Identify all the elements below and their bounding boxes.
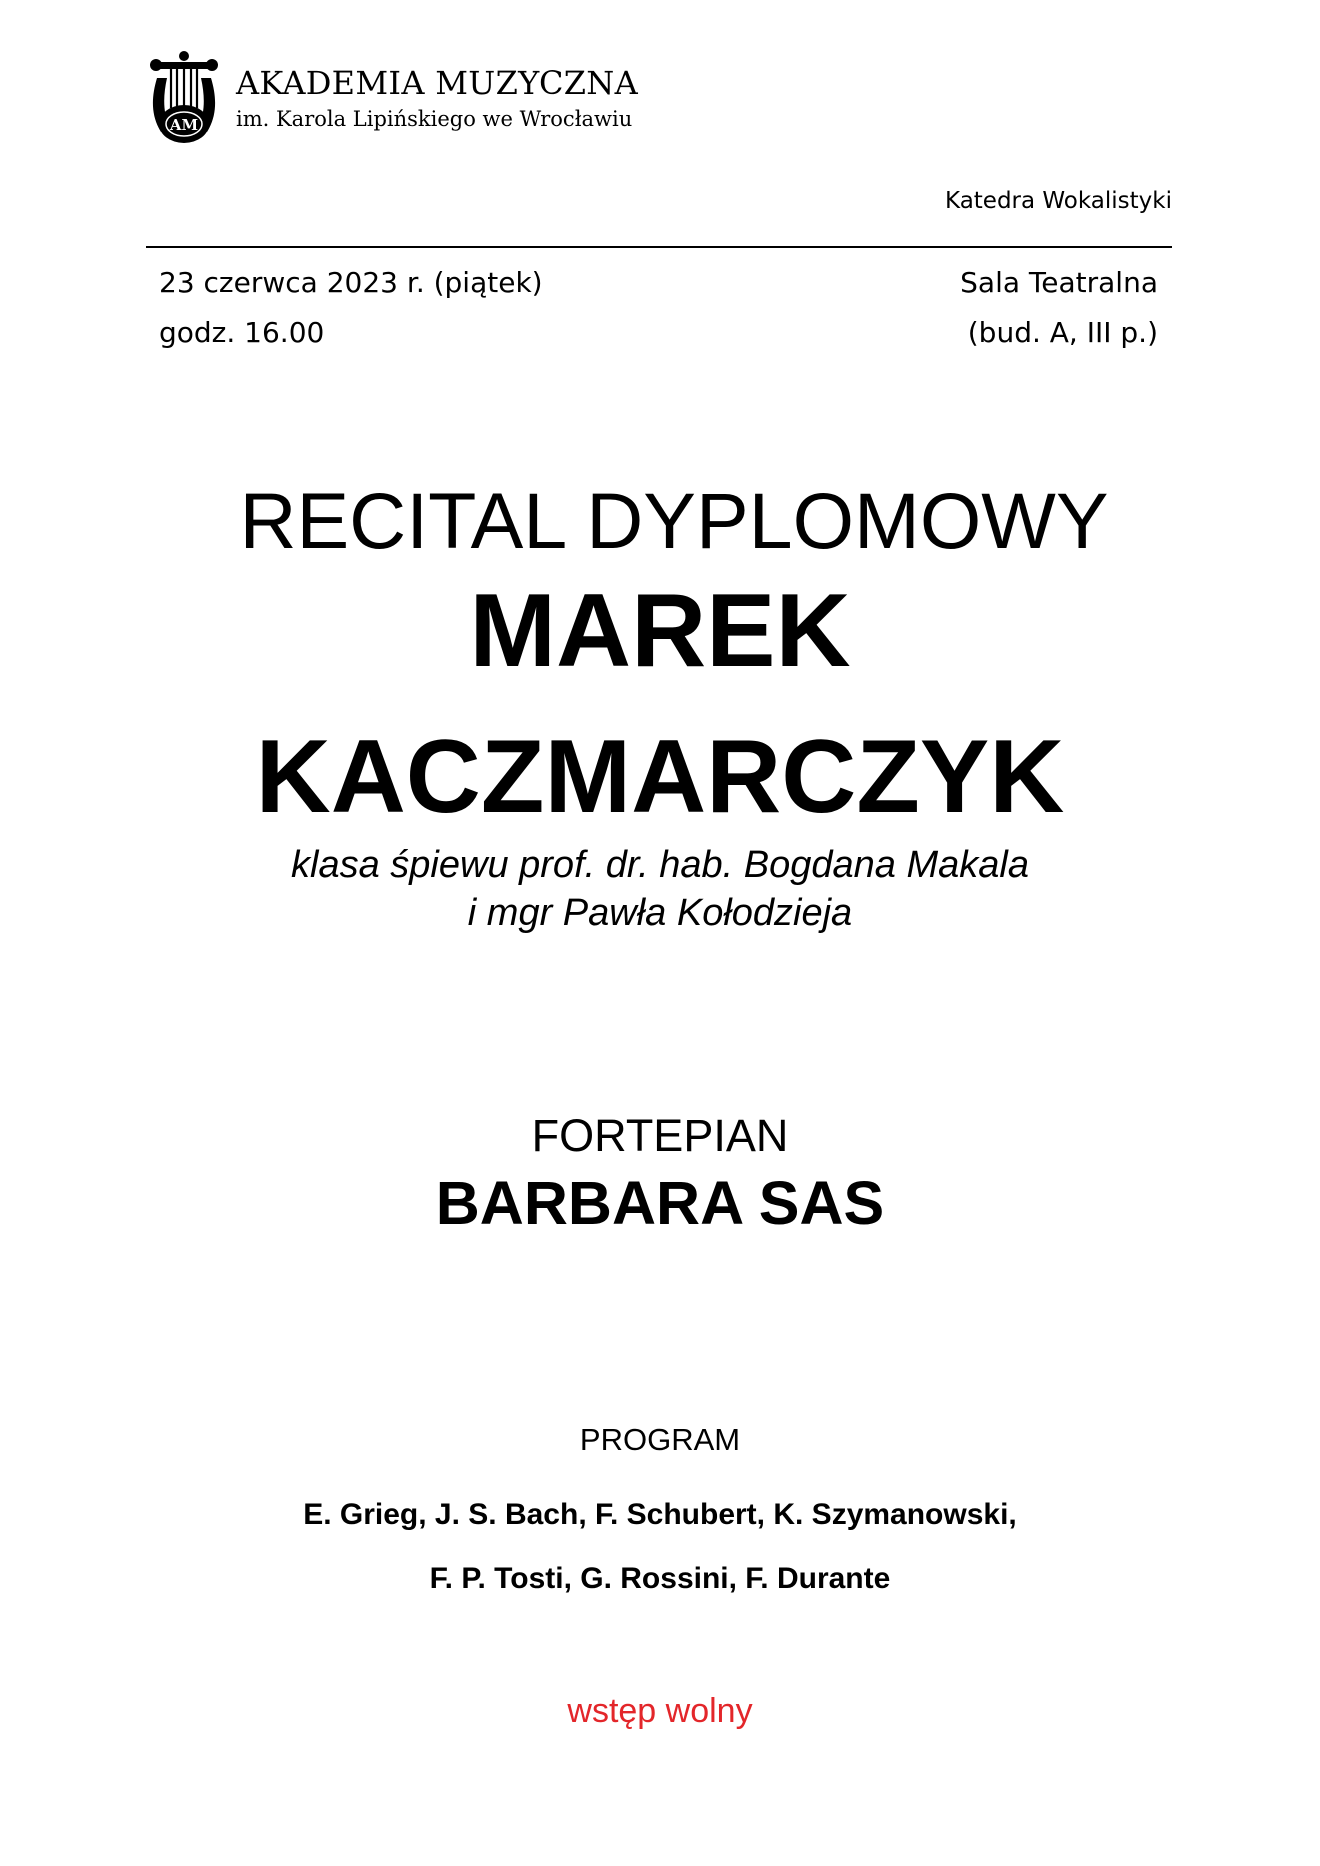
- logo-monogram: AM: [169, 116, 199, 134]
- admission-note: wstęp wolny: [567, 1692, 753, 1730]
- performer-last-name: KACZMARCZYK: [255, 719, 1065, 835]
- department-name: Katedra Wokalistyki: [945, 188, 1172, 214]
- org-subtitle: im. Karola Lipińskiego we Wrocławiu: [236, 107, 633, 131]
- event-building: (bud. A, III p.): [967, 316, 1158, 349]
- lyre-logo-icon: [147, 48, 221, 148]
- program-heading: PROGRAM: [579, 1422, 741, 1457]
- event-date: 23 czerwca 2023 r. (piątek): [159, 266, 543, 299]
- performer-first-name: MAREK: [469, 573, 851, 689]
- accompanist-name: BARBARA SAS: [435, 1169, 885, 1237]
- class-line-1: klasa śpiewu prof. dr. hab. Bogdana Makala: [291, 844, 1029, 886]
- event-time: godz. 16.00: [159, 316, 325, 349]
- header-divider: [146, 246, 1172, 248]
- program-line-1: E. Grieg, J. S. Bach, F. Schubert, K. Szymanowski,: [303, 1498, 1017, 1531]
- org-name: AKADEMIA MUZYCZNA: [236, 64, 638, 102]
- class-line-2: i mgr Pawła Kołodzieja: [467, 892, 853, 934]
- event-hall: Sala Teatralna: [960, 266, 1158, 299]
- program-line-2: F. P. Tosti, G. Rossini, F. Durante: [429, 1562, 891, 1595]
- accompanist-instrument: FORTEPIAN: [531, 1110, 789, 1161]
- event-title: RECITAL DYPLOMOWY: [239, 476, 1109, 565]
